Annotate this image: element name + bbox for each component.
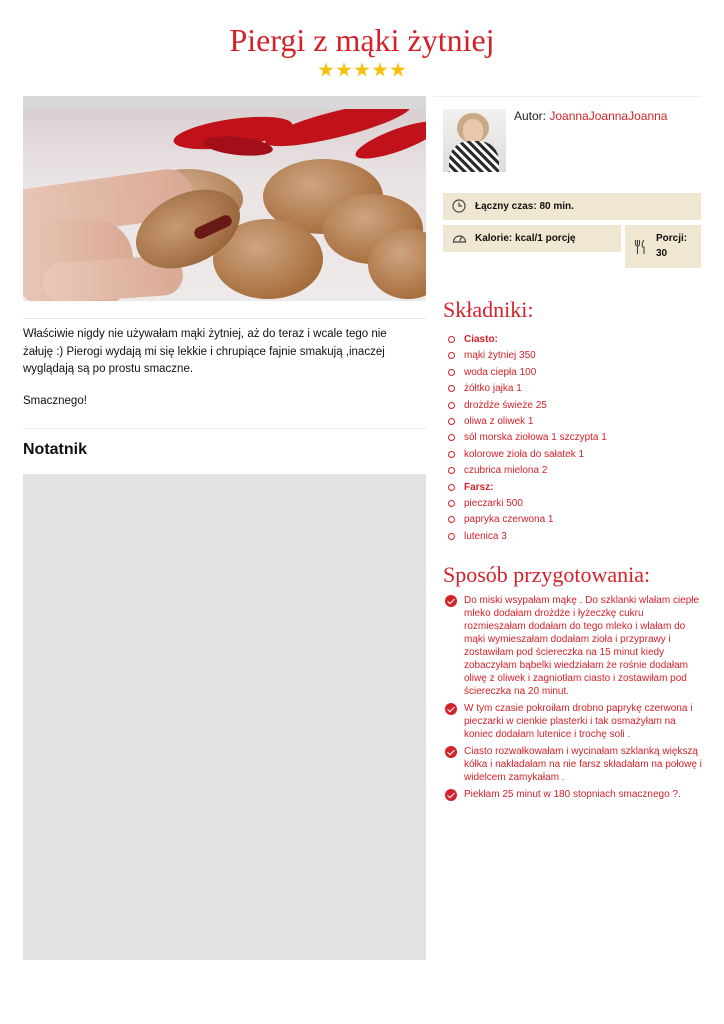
check-circle-icon — [445, 595, 457, 607]
circle-bullet-icon — [448, 418, 455, 425]
ingredient-item — [447, 448, 607, 464]
ingredient-text: drożdże świeże 25 — [464, 399, 547, 411]
ingredient-item — [447, 513, 607, 529]
ingredient-item — [447, 530, 607, 546]
portions-value: 30 — [656, 248, 668, 259]
circle-bullet-icon — [448, 500, 455, 507]
star-icon — [336, 62, 352, 78]
ingredient-text: sól morska ziołowa 1 szczypta 1 — [464, 432, 607, 444]
check-circle-icon — [445, 703, 457, 715]
ingredient-text: papryka czerwona 1 — [464, 514, 554, 526]
star-icon — [390, 62, 406, 78]
ingredient-text: oliwa z oliwek 1 — [464, 415, 534, 427]
divider — [23, 318, 426, 319]
circle-bullet-icon — [448, 336, 455, 343]
author-avatar[interactable] — [443, 109, 506, 172]
ingredient-item — [447, 399, 607, 415]
ingredient-text: kolorowe zioła do sałatek 1 — [464, 448, 585, 460]
author-name-link[interactable]: JoannaJoannaJoanna — [549, 109, 668, 123]
step-text: Ciasto rozwałkowałam i wycinałam szklanką większą kółka i nakładałam na nie farsz składałam na połowę i widelcem zamykałam . — [464, 746, 702, 783]
ingredient-item — [447, 349, 607, 365]
circle-bullet-icon — [448, 402, 455, 409]
portions-label: Porcji: — [656, 233, 688, 244]
photo-top-strip — [23, 96, 426, 109]
ingredient-item — [447, 382, 607, 398]
fork-knife-icon — [634, 239, 646, 255]
circle-bullet-icon — [448, 516, 455, 523]
description-paragraph: Smacznego! — [23, 394, 87, 407]
preparation-steps — [445, 594, 703, 805]
circle-bullet-icon — [448, 434, 455, 441]
step-text: W tym czasie pokroiłam drobno paprykę czerwona i pieczarki w cienkie plasterki i tak osmażyłam na koniec dodałam lutenice i trochę soli . — [464, 703, 693, 740]
ingredient-text: Ciasto: — [464, 334, 498, 345]
ingredient-item — [447, 464, 607, 480]
ingredient-group — [447, 481, 607, 497]
check-circle-icon — [445, 789, 457, 801]
rating-stars — [0, 62, 724, 78]
ingredient-group — [447, 333, 607, 349]
ingredient-text: lutenica 3 — [464, 530, 507, 542]
circle-bullet-icon — [448, 484, 455, 491]
ingredients-title: Składniki: — [443, 297, 534, 322]
calories-label: Kalorie: kcal/1 porcję — [475, 233, 576, 244]
step-text: Piekłam 25 minut w 180 stopniach smacznego ?. — [464, 789, 681, 800]
circle-bullet-icon — [448, 533, 455, 540]
calories-box — [443, 225, 621, 252]
step-text: Do miski wsypałam mąkę . Do szklanki wlałam ciepłe mleko dodałam drożdże i łyżeczkę cukru rozmieszałam dodałam do tego mleko i wlałam do mąki wymieszałam dodałam zioła i przyprawy i zostawiłam pod ściereczka na 15 minut kiedy zobaczyłam bąbelki wiedziałam że rośnie dodałam oliwę z oliwek i zagniotłam ciasto i zostawiłam pod ściereczka na 20 minut. — [464, 595, 700, 697]
total-time-label: Łączny czas: 80 min. — [475, 201, 574, 212]
circle-bullet-icon — [448, 451, 455, 458]
preparation-step — [445, 788, 703, 801]
ingredient-item — [447, 431, 607, 447]
notes-title: Notatnik — [23, 441, 87, 458]
ingredient-text: Farsz: — [464, 481, 494, 493]
circle-bullet-icon — [448, 467, 455, 474]
preparation-step — [445, 745, 703, 784]
total-time-box — [443, 193, 701, 220]
circle-bullet-icon — [448, 369, 455, 376]
preparation-step — [445, 702, 703, 741]
star-icon — [354, 62, 370, 78]
notes-area[interactable] — [23, 474, 426, 960]
star-icon — [372, 62, 388, 78]
ingredient-text: pieczarki 500 — [464, 497, 523, 509]
author-label: Autor: — [514, 109, 547, 123]
ingredient-text: woda ciepła 100 — [464, 366, 537, 378]
clock-icon — [452, 199, 466, 213]
ingredient-text: żółtko jajka 1 — [464, 383, 522, 395]
check-circle-icon — [445, 746, 457, 758]
star-icon — [318, 62, 334, 78]
preparation-title: Sposób przygotowania: — [443, 562, 651, 587]
ingredient-item — [447, 497, 607, 513]
circle-bullet-icon — [448, 352, 455, 359]
circle-bullet-icon — [448, 385, 455, 392]
ingredients-list — [447, 333, 607, 546]
ingredient-item — [447, 366, 607, 382]
portions-box — [625, 225, 701, 268]
preparation-step — [445, 594, 703, 698]
divider — [23, 428, 426, 429]
gauge-icon — [452, 231, 467, 245]
ingredient-item — [447, 415, 607, 431]
description-paragraph: Właściwie nigdy nie używałam mąki żytniej, aż do teraz i wcale tego nie żałuję :) Pierogi wydają mi się lekkie i chrupiące fajnie smakują ,inaczej wyglądają są po prostu smaczne. — [23, 328, 387, 375]
author-line — [514, 109, 667, 123]
recipe-title: Piergi z mąki żytniej — [229, 22, 495, 58]
recipe-photo — [23, 109, 426, 301]
ingredient-text: mąki żytniej 350 — [464, 350, 536, 362]
recipe-description — [23, 326, 419, 424]
ingredient-text: czubrica mielona 2 — [464, 465, 548, 477]
divider — [433, 96, 701, 97]
